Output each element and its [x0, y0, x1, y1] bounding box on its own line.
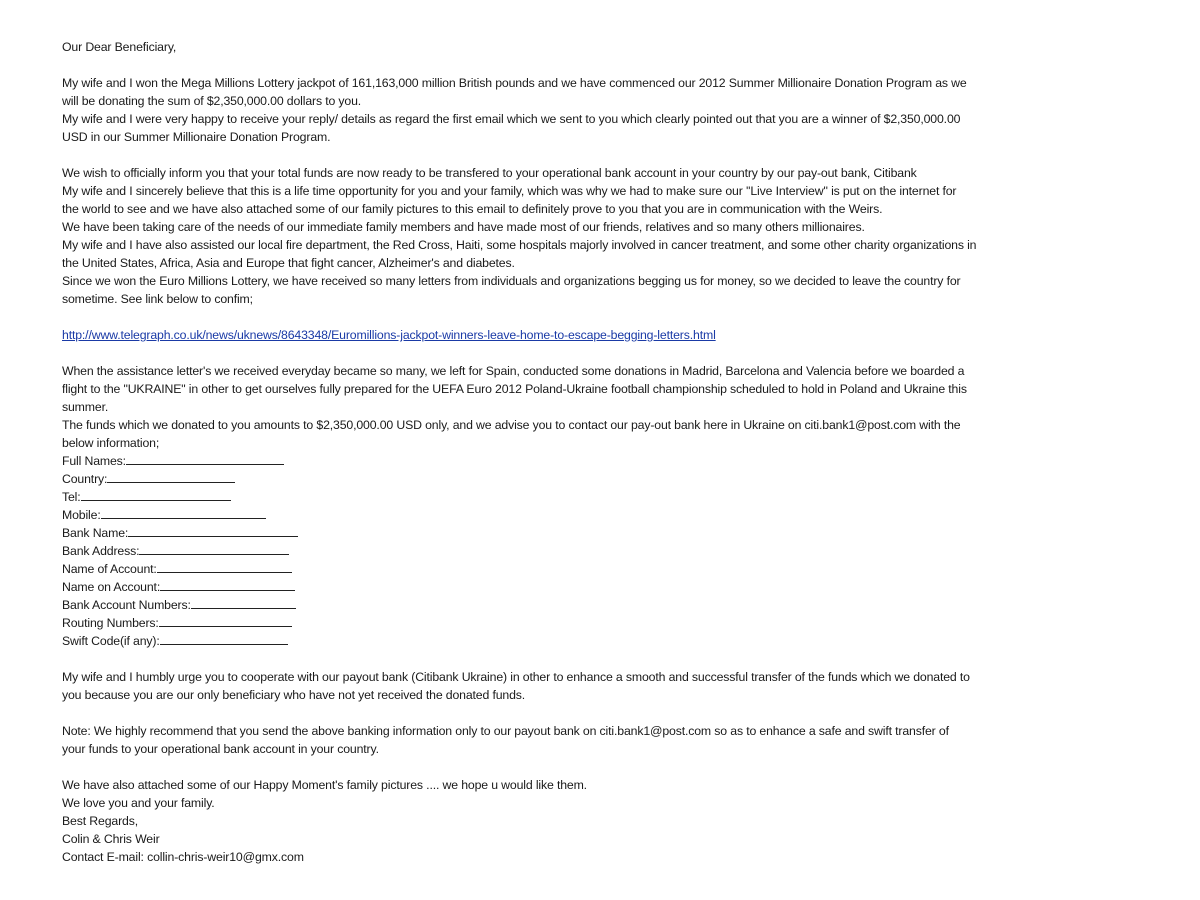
field-label: Tel: — [62, 490, 81, 504]
sign-off: Best Regards, — [62, 814, 138, 828]
letter-document — [62, 38, 1122, 866]
text-line: the United States, Africa, Asia and Europe that fight cancer, Alzheimer's and diabetes. — [62, 256, 515, 270]
field-blank-line — [157, 560, 292, 573]
signatory-names: Colin & Chris Weir — [62, 832, 160, 846]
paragraph-lottery-win — [62, 74, 1122, 146]
spacer — [62, 308, 1122, 326]
text-line: When the assistance letter's we received everyday became so many, we left for Spain, conducted some donations in Madrid, Barcelona and Valencia before we boarded a — [62, 364, 965, 378]
spacer — [62, 650, 1122, 668]
field-name-of-account — [62, 560, 1122, 578]
text-line: My wife and I were very happy to receive your reply/ details as regard the first email which we sent to you which clearly pointed out that you are a winner of $2,350,000.00 — [62, 112, 961, 126]
spacer — [62, 704, 1122, 722]
text-line: Note: We highly recommend that you send the above banking information only to our payout bank on citi.bank1@post.com so as to enhance a safe and swift transfer of — [62, 724, 949, 738]
paragraph-cooperate — [62, 668, 1122, 704]
text-line: your funds to your operational bank account in your country. — [62, 742, 379, 756]
field-blank-line — [128, 524, 298, 537]
field-blank-line — [159, 614, 292, 627]
field-bank-address — [62, 542, 1122, 560]
banking-info-form — [62, 452, 1122, 650]
text-line: We have been taking care of the needs of our immediate family members and have made most of our friends, relatives and so many others millionaires. — [62, 220, 865, 234]
field-swift-code — [62, 632, 1122, 650]
text-line: will be donating the sum of $2,350,000.00 dollars to you. — [62, 94, 362, 108]
contact-email: Contact E-mail: collin-chris-weir10@gmx.com — [62, 850, 304, 864]
text-line: USD in our Summer Millionaire Donation Program. — [62, 130, 331, 144]
field-routing-numbers — [62, 614, 1122, 632]
field-label: Bank Address: — [62, 544, 140, 558]
field-tel — [62, 488, 1122, 506]
salutation: Our Dear Beneficiary, — [62, 40, 177, 54]
field-label: Swift Code(if any): — [62, 634, 160, 648]
field-country — [62, 470, 1122, 488]
field-name-on-account — [62, 578, 1122, 596]
closing-line: We have also attached some of our Happy Moment's family pictures .... we hope u would like them. — [62, 778, 587, 792]
text-line: below information; — [62, 436, 160, 450]
field-label: Routing Numbers: — [62, 616, 159, 630]
field-full-names — [62, 452, 1122, 470]
field-label: Name of Account: — [62, 562, 157, 576]
field-blank-line — [126, 452, 284, 465]
field-blank-line — [107, 470, 235, 483]
field-blank-line — [101, 506, 266, 519]
closing-line: We love you and your family. — [62, 796, 215, 810]
field-blank-line — [139, 542, 289, 555]
field-blank-line — [160, 632, 288, 645]
spacer — [62, 344, 1122, 362]
field-label: Full Names: — [62, 454, 126, 468]
paragraph-note — [62, 722, 1122, 758]
text-line: summer. — [62, 400, 109, 414]
telegraph-article-link[interactable]: http://www.telegraph.co.uk/news/uknews/8643348/Euromillions-jackpot-winners-leave-home-to-escape-begging-letters.html — [62, 328, 716, 342]
field-blank-line — [191, 596, 296, 609]
text-line: flight to the "UKRAINE" in other to get ourselves fully prepared for the UEFA Euro 2012 Poland-Ukraine football championship scheduled to hold in Poland and Ukraine this — [62, 382, 967, 396]
text-line: My wife and I sincerely believe that this is a life time opportunity for you and your family, which was why we had to make sure our ''Live Interview'' is put on the internet for — [62, 184, 957, 198]
field-blank-line — [81, 488, 231, 501]
field-bank-account-numbers — [62, 596, 1122, 614]
text-line: you because you are our only beneficiary who have not yet received the donated funds. — [62, 688, 526, 702]
text-line: My wife and I have also assisted our local fire department, the Red Cross, Haiti, some hospitals majorly involved in cancer treatment, and some other charity organizations in — [62, 238, 977, 252]
paragraph-funds-ready — [62, 164, 1122, 308]
spacer — [62, 758, 1122, 776]
field-blank-line — [160, 578, 295, 591]
spacer — [62, 146, 1122, 164]
field-label: Name on Account: — [62, 580, 161, 594]
field-label: Country: — [62, 472, 108, 486]
field-bank-name — [62, 524, 1122, 542]
text-line: My wife and I won the Mega Millions Lottery jackpot of 161,163,000 million British pounds and we have commenced our 2012 Summer Millionaire Donation Program as we — [62, 76, 967, 90]
text-line: We wish to officially inform you that your total funds are now ready to be transfered to your operational bank account in your country by our pay-out bank, Citibank — [62, 166, 917, 180]
text-line: the world to see and we have also attached some of our family pictures to this email to definitely prove to you that you are in communication with the Weirs. — [62, 202, 883, 216]
spacer — [62, 56, 1122, 74]
text-line: Since we won the Euro Millions Lottery, we have received so many letters from individuals and organizations begging us for money, so we decided to leave the country for — [62, 274, 961, 288]
text-line: The funds which we donated to you amounts to $2,350,000.00 USD only, and we advise you to contact our pay-out bank here in Ukraine on citi.bank1@post.com with the — [62, 418, 961, 432]
field-label: Bank Name: — [62, 526, 129, 540]
field-label: Bank Account Numbers: — [62, 598, 191, 612]
field-label: Mobile: — [62, 508, 101, 522]
field-mobile — [62, 506, 1122, 524]
closing-signature — [62, 776, 1122, 866]
text-line: sometime. See link below to confim; — [62, 292, 253, 306]
text-line: My wife and I humbly urge you to cooperate with our payout bank (Citibank Ukraine) in other to enhance a smooth and successful transfer of the funds which we donated to — [62, 670, 970, 684]
paragraph-travel — [62, 362, 1122, 452]
